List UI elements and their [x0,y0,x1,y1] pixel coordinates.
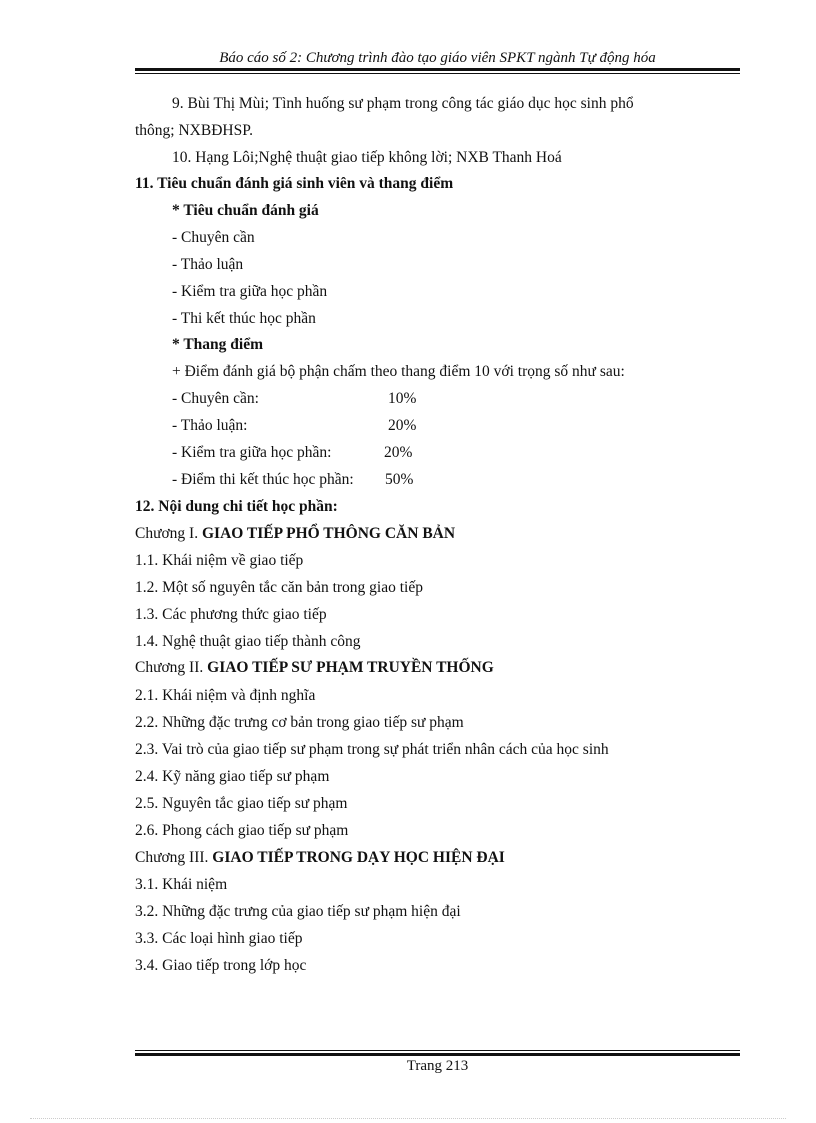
weight-label: - Thảo luận: [172,417,248,434]
weight-label: - Kiểm tra giữa học phần: [172,444,332,461]
chapter-item: 1.3. Các phương thức giao tiếp [135,606,327,623]
criteria-item: - Thảo luận [172,256,244,273]
criteria-item: - Thi kết thúc học phần [172,310,316,327]
chapter-item: 2.6. Phong cách giao tiếp sư phạm [135,822,349,839]
chapter-prefix: Chương II. [135,659,208,676]
reference-item-9: 9. Bùi Thị Mùi; Tình huống sư phạm trong công tác giáo dục học sinh phổ [172,95,634,112]
page-number: Trang 213 [406,1058,469,1074]
chapter-heading [135,524,455,544]
reference-item-10: 10. Hạng Lôi;Nghệ thuật giao tiếp không lời; NXB Thanh Hoá [172,149,562,166]
scale-intro: + Điểm đánh giá bộ phận chấm theo thang điểm 10 với trọng số như sau: [172,363,625,380]
header-rule [135,68,740,74]
weight-label: - Chuyên cần: [172,390,259,407]
chapter-item: 2.3. Vai trò của giao tiếp sư phạm trong sự phát triển nhân cách của học sinh [135,741,609,758]
section-12-heading: 12. Nội dung chi tiết học phần: [135,498,338,515]
weight-value: 10% [388,390,417,407]
reference-item-9-cont: thông; NXBĐHSP. [135,122,253,139]
chapter-title: GIAO TIẾP SƯ PHẠM TRUYỀN THỐNG [207,659,494,676]
chapter-prefix: Chương I. [135,525,202,542]
chapter-item: 2.5. Nguyên tắc giao tiếp sư phạm [135,795,348,812]
section-11-heading: 11. Tiêu chuẩn đánh giá sinh viên và thang điểm [135,175,454,192]
chapter-item: 3.2. Những đặc trưng của giao tiếp sư phạm hiện đại [135,903,461,920]
chapter-heading [135,658,494,678]
chapter-item: 2.2. Những đặc trưng cơ bản trong giao tiếp sư phạm [135,714,464,731]
chapter-prefix: Chương III. [135,849,213,866]
chapter-item: 3.4. Giao tiếp trong lớp học [135,957,307,974]
chapter-item: 1.1. Khái niệm về giao tiếp [135,552,304,569]
footer-rule [135,1050,740,1056]
chapter-title: GIAO TIẾP PHỔ THÔNG CĂN BẢN [201,525,456,542]
scale-heading: * Thang điểm [172,336,264,353]
chapter-item: 2.1. Khái niệm và định nghĩa [135,687,316,704]
weight-value: 20% [388,417,417,434]
chapter-item: 3.3. Các loại hình giao tiếp [135,930,303,947]
criteria-heading: * Tiêu chuẩn đánh giá [172,202,319,219]
page-edge-divider [30,1118,786,1119]
chapter-title: GIAO TIẾP TRONG DẠY HỌC HIỆN ĐẠI [212,849,505,866]
criteria-item: - Chuyên cần [172,229,255,246]
weight-label: - Điểm thi kết thúc học phần: [172,471,354,488]
criteria-item: - Kiểm tra giữa học phần [172,283,328,300]
running-header: Báo cáo số 2: Chương trình đào tạo giáo viên SPKT ngành Tự động hóa [219,50,656,66]
chapter-item: 3.1. Khái niệm [135,876,228,893]
chapter-item: 1.4. Nghệ thuật giao tiếp thành công [135,633,361,650]
chapter-item: 1.2. Một số nguyên tắc căn bản trong giao tiếp [135,579,423,596]
weight-value: 20% [384,444,413,461]
chapter-item: 2.4. Kỹ năng giao tiếp sư phạm [135,768,330,785]
chapter-heading [135,848,505,868]
weight-value: 50% [385,471,414,488]
